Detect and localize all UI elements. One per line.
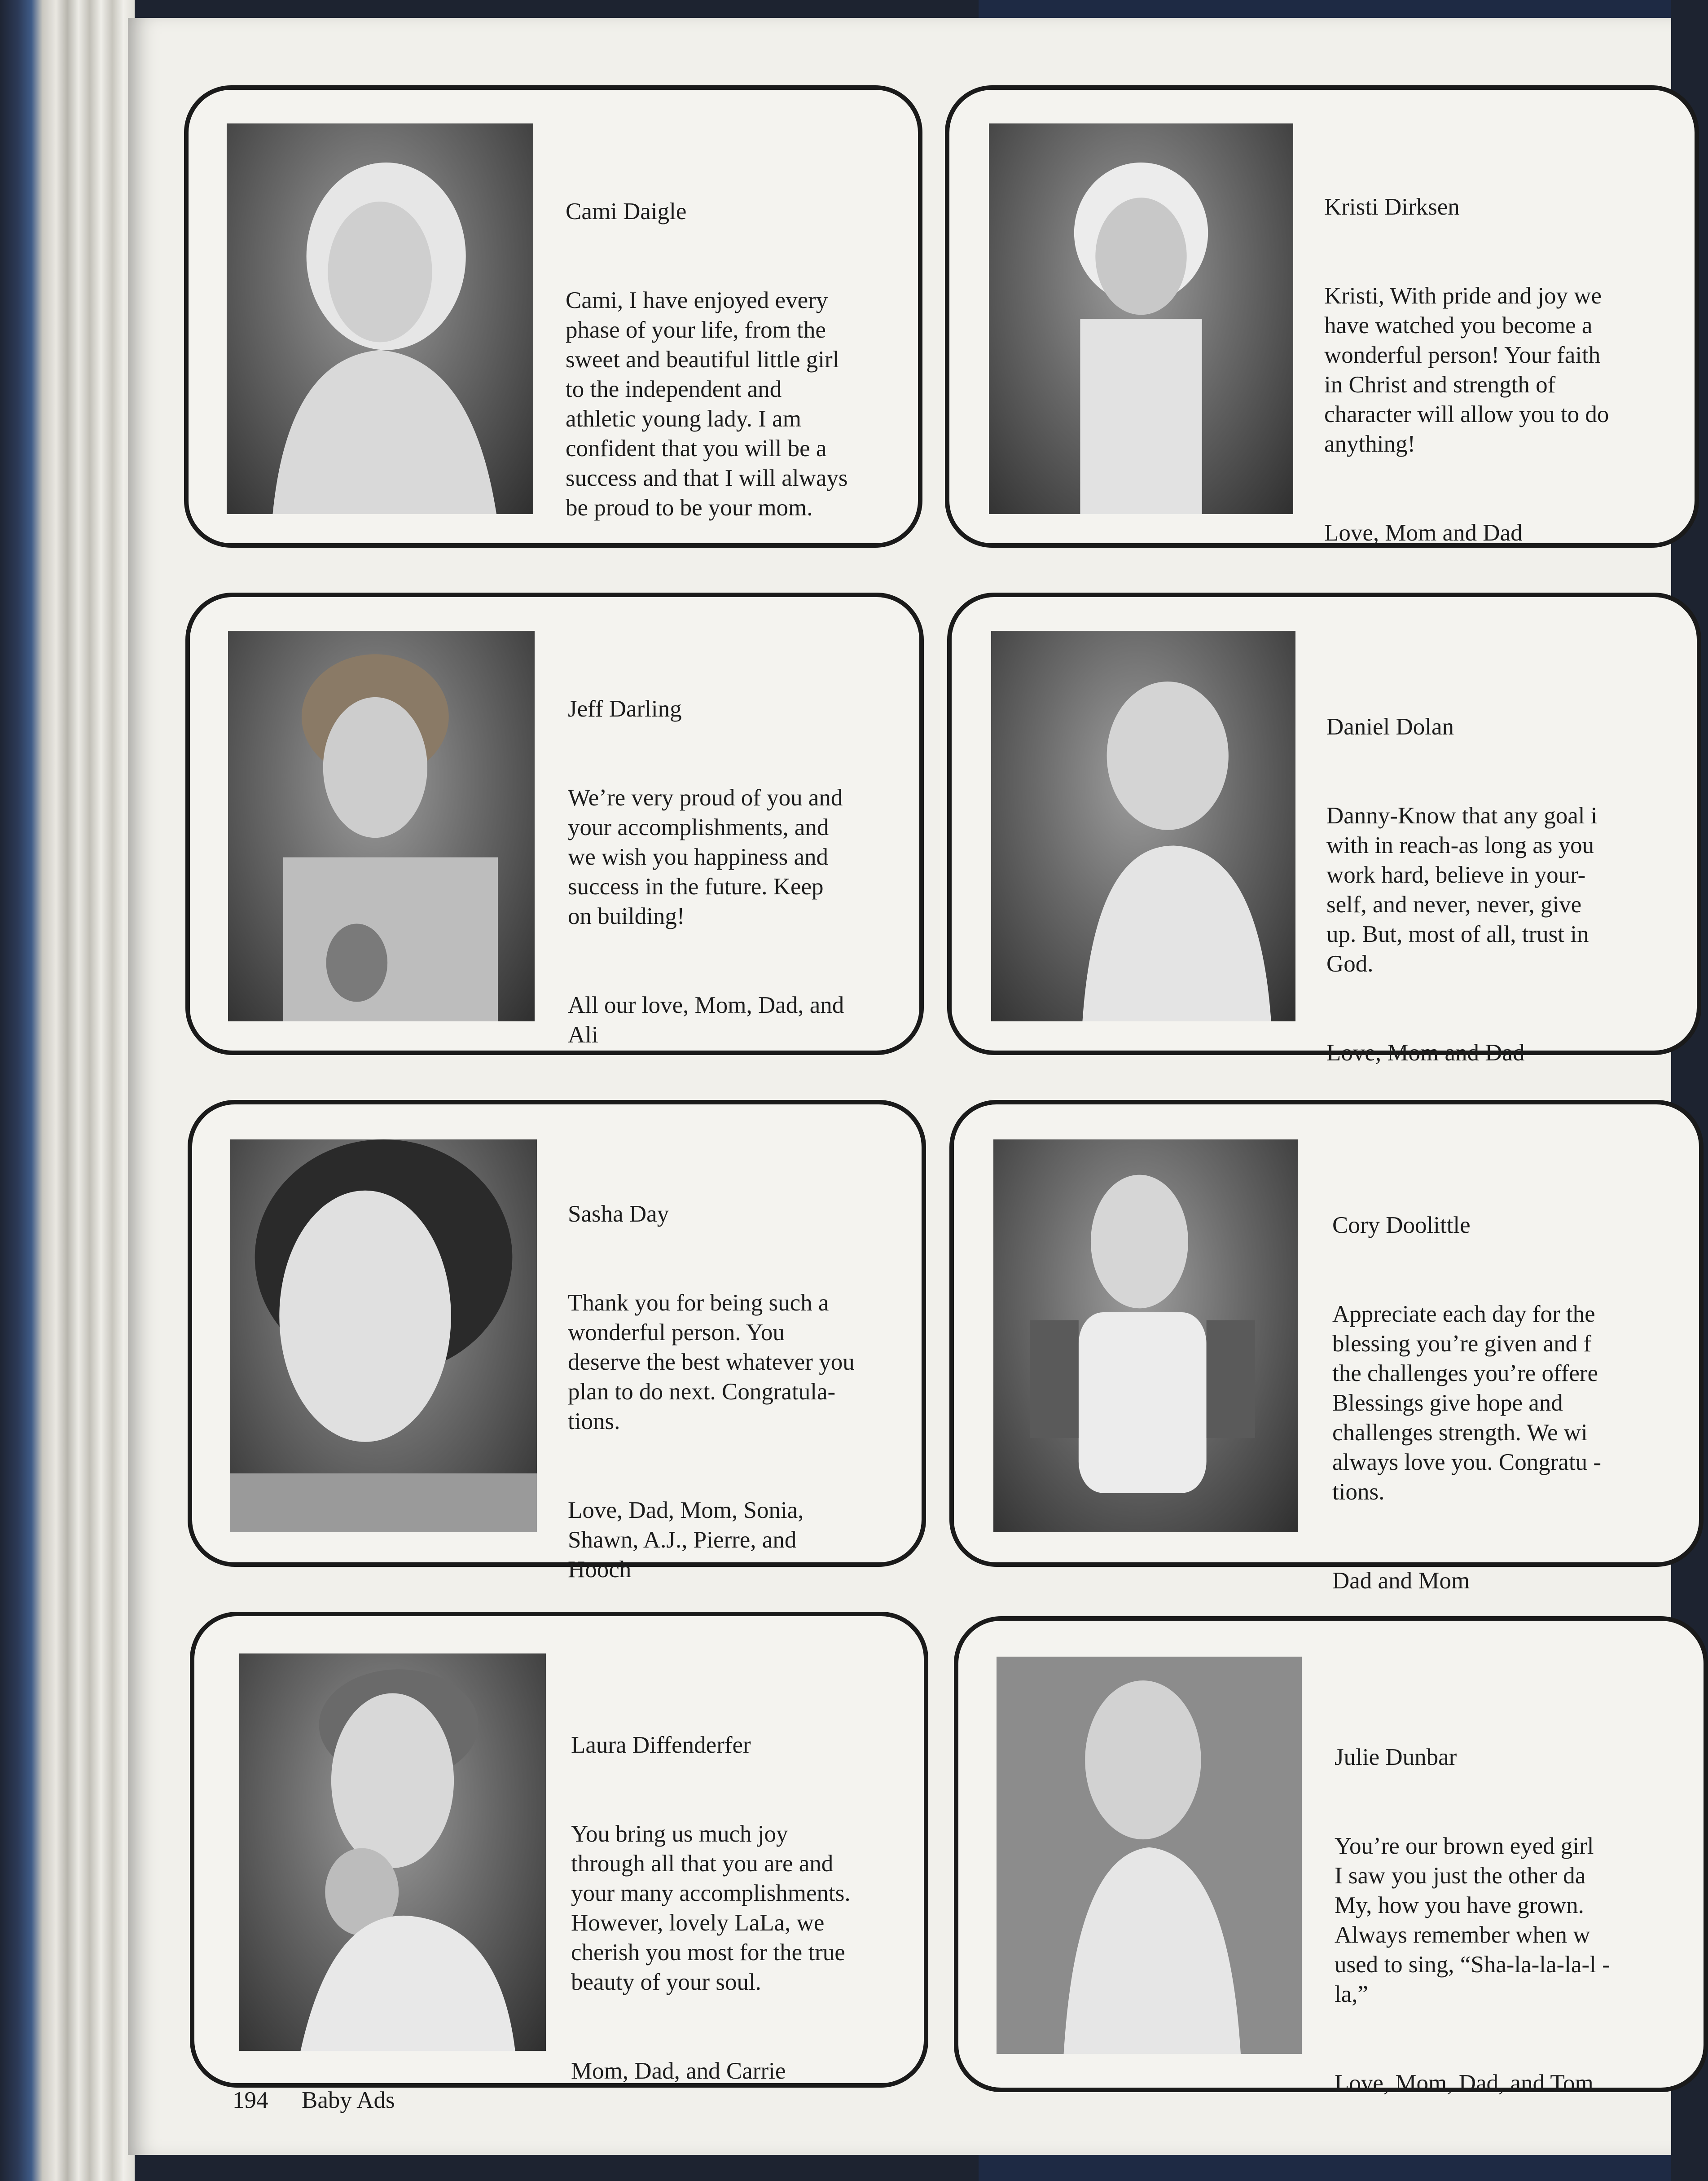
ad-name: Julie Dunbar — [1335, 1744, 1457, 1770]
baby-photo — [989, 123, 1293, 514]
ad-name: Jeff Darling — [568, 696, 682, 722]
ad-signature: Love, Mom, Dad, and Tom — [1335, 2070, 1594, 2096]
ad-text — [1326, 682, 1671, 1066]
baby-photo — [997, 1657, 1302, 2054]
ad-message: Danny-Know that any goal i with in reach-as long as you work hard, believe in your- self, and never, never, give up. But, most of all, trust in God. — [1326, 803, 1598, 977]
background-bottom — [979, 2155, 1671, 2181]
section-title: Baby Ads — [302, 2087, 395, 2113]
ad-message: You’re our brown eyed girl I saw you just the other da My, how you have grown. Always remember when w used to sing, “Sha-la-la-la-l - la,” — [1335, 1833, 1610, 2007]
ad-text — [568, 1170, 913, 1583]
book-spine-edge — [0, 0, 135, 2181]
baby-photo — [227, 123, 533, 514]
ad-name: Kristi Dirksen — [1324, 194, 1460, 220]
ad-message: Kristi, With pride and joy we have watched you become a wonderful person! Your faith in Christ and strength of character will allow you to do anything! — [1324, 283, 1609, 457]
ad-text — [566, 167, 907, 521]
ad-text — [1324, 163, 1671, 546]
ad-signature: Love, Mom and Dad — [1326, 1040, 1525, 1066]
baby-photo — [230, 1139, 537, 1532]
ad-text — [568, 664, 909, 1048]
ad-message: Cami, I have enjoyed every phase of your life, from the sweet and beautiful little girl to the independent and athletic young lady. I am confident that you will be a success and that I will always be proud to be your mom. — [566, 287, 848, 521]
ad-text — [1335, 1713, 1671, 2096]
ad-text — [571, 1701, 914, 2084]
ad-message: We’re very proud of you and your accomplishments, and we wish you happiness and success in the future. Keep on building! — [568, 785, 843, 929]
ad-name: Cory Doolittle — [1332, 1212, 1471, 1238]
ad-message: Thank you for being such a wonderful person. You deserve the best whatever you plan to do next. Congratula- tions. — [568, 1290, 855, 1434]
ad-signature: Mom, Dad, and Carrie — [571, 2058, 786, 2084]
ad-signature: Love, Dad, Mom, Sonia, Shawn, A.J., Pierre, and Hooch — [568, 1497, 804, 1583]
ad-name: Laura Diffenderfer — [571, 1732, 751, 1758]
ad-signature: Dad and Mom — [1332, 1568, 1470, 1594]
ad-message: You bring us much joy through all that you are and your many accomplishments. However, lovely LaLa, we cherish you most for the true beauty of your soul. — [571, 1821, 851, 1995]
baby-photo — [239, 1653, 546, 2051]
baby-photo — [993, 1139, 1298, 1532]
ad-signature: Love, Mom and Dad — [1324, 520, 1523, 546]
ad-message: Appreciate each day for the blessing you’re given and f the challenges you’re offere Blessings give hope and challenges strength. We wi always love you. Congratu - tions. — [1332, 1301, 1602, 1505]
ad-name: Sasha Day — [568, 1201, 669, 1227]
baby-photo — [228, 631, 535, 1021]
ad-name: Daniel Dolan — [1326, 714, 1454, 740]
ad-text — [1332, 1181, 1671, 1594]
ad-name: Cami Daigle — [566, 198, 687, 224]
background-top — [979, 0, 1671, 20]
baby-photo — [991, 631, 1295, 1021]
page-number: 194 — [233, 2087, 268, 2113]
ad-signature: All our love, Mom, Dad, and Ali — [568, 992, 844, 1048]
